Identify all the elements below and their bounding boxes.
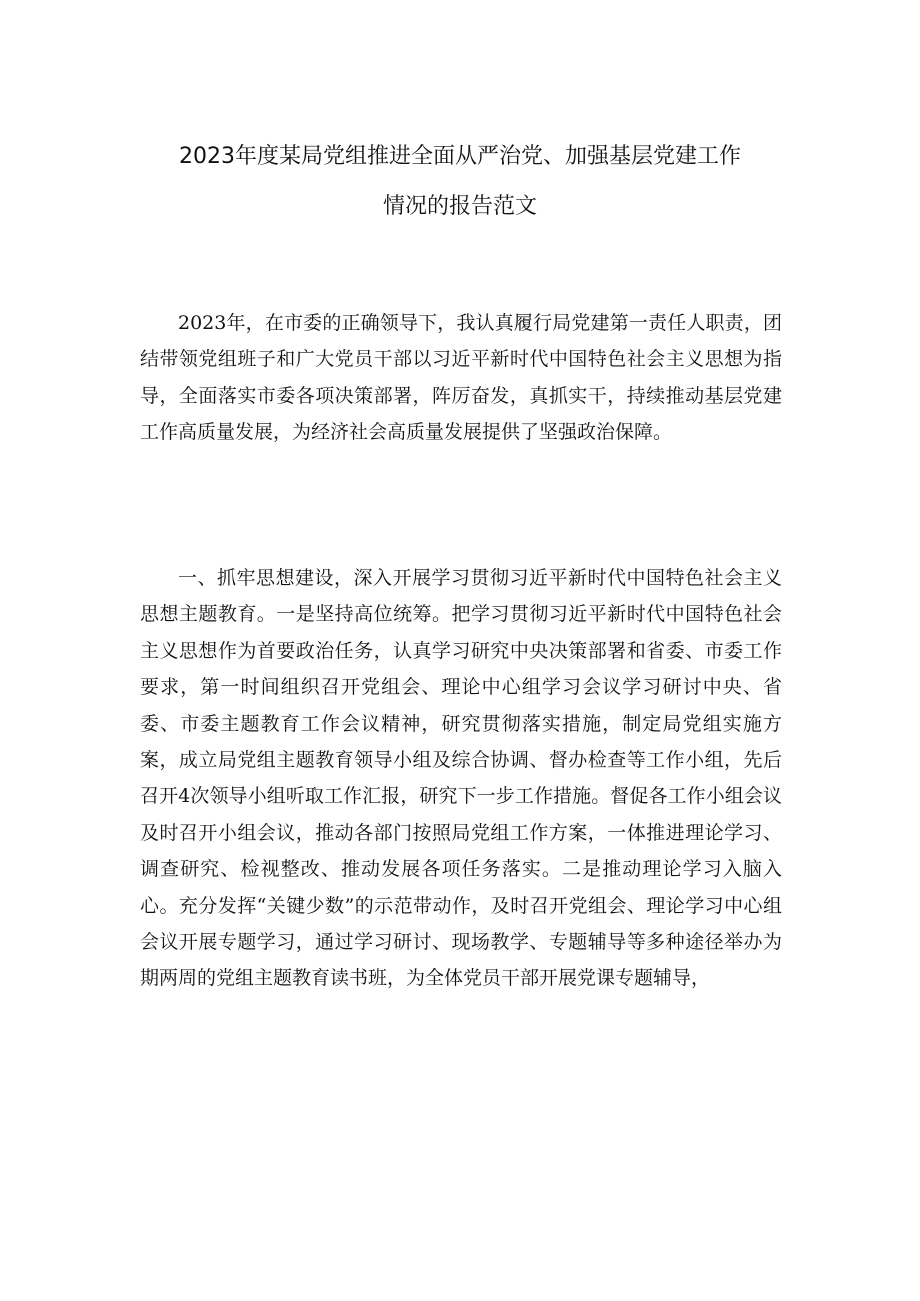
document-title-line-1: 2023年度某局党组推进全面从严治党、加强基层党建工作 xyxy=(179,144,741,169)
document-title-line-2: 情况的报告范文 xyxy=(382,194,537,219)
body-paragraph-section-1: 一、抓牢思想建设，深入开展学习贯彻习近平新时代中国特色社会主义思想主题教育。一是坚持高位统筹。把学习贯彻习近平新时代中国特色社会主义思想作为首要政治任务，认真学习研究中央决策部署和省委、市委工作要求，第一时间组织召开党组会、理论中心组学习会议学习研讨中央、省委、市委主题教育工作会议精神，研究贯彻落实措施，制定局党组实施方案，成立局党组主题教育领导小组及综合协调、督办检查等工作小组，先后召开4次领导小组听取工作汇报，研究下一步工作措施。督促各工作小组会议及时召开小组会议，推动各部门按照局党组工作方案，一体推进理论学习、调查研究、检视整改、推动发展各项任务落实。二是推动理论学习入脑入心。充分发挥“关键少数”的示范带动作，及时召开党组会、理论学习中心组会议开展专题学习，通过学习研讨、现场教学、专题辅导等多种途径举办为期两周的党组主题教育读书班，为全体党员干部开展党课专题辅导， xyxy=(140,567,782,990)
body-paragraph-intro: 2023年，在市委的正确领导下，我认真履行局党建第一责任人职责，团结带领党组班子和广大党员干部以习近平新时代中国特色社会主义思想为指导，全面落实市委各项决策部署，阵厉奋发，真抓实干，持续推动基层党建工作高质量发展，为经济社会高质量发展提供了坚强政治保障。 xyxy=(140,312,782,444)
